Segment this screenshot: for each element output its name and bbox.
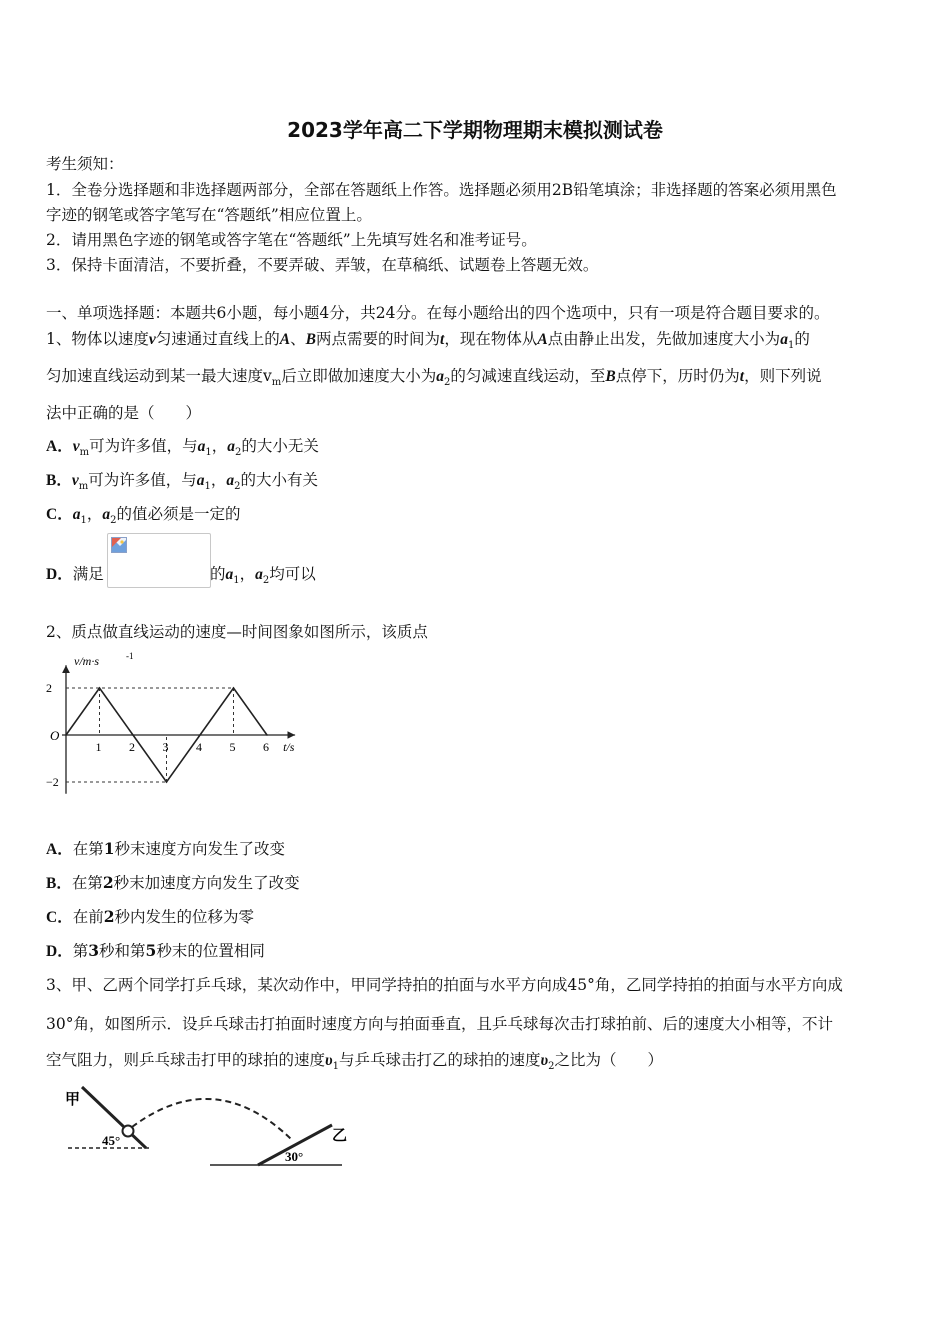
label-jia: 甲 — [65, 1092, 81, 1108]
angle-45: 45° — [102, 1133, 121, 1148]
notice-item-3: 3．保持卡面清洁，不要折叠，不要弄破、弄皱，在草稿纸、试题卷上答题无效。 — [46, 256, 599, 274]
notice-item-2: 2．请用黑色字迹的钢笔或答字笔在“答题纸”上先填写姓名和准考证号。 — [46, 231, 537, 249]
q1-option-c: C．$a_1$，$a_2$的值必须是一定的 — [46, 505, 241, 527]
ball-trajectory — [132, 1099, 292, 1140]
y-axis-label-superscript: -1 — [126, 651, 134, 661]
x-tick-label: 2 — [129, 740, 135, 754]
q1-line-2: 匀加速直线运动到某一最大速度$v_m$后立即做加速度大小为$a_2$的匀减速直线运动，至B点停下，历时仍为t，则下列说 — [46, 367, 822, 389]
q1-line-3: 法中正确的是（ ） — [46, 404, 202, 422]
q2-option-d: D．第3秒和第5秒末的位置相同 — [46, 941, 265, 960]
ping-pong-figure — [60, 1080, 360, 1170]
q1-option-d-post: 的$a_1$，$a_2$均可以 — [210, 565, 316, 587]
notice-item-1-cont: 字迹的钢笔或答字笔写在“答题纸”相应位置上。 — [46, 206, 372, 224]
page-title: 2023学年高二下学期物理期末模拟测试卷 — [287, 118, 663, 142]
velocity-time-graph — [44, 645, 314, 805]
q3-line-2: 30°角，如图所示．设乒乓球击打拍面时速度方向与拍面垂直，且乒乓球每次击打球拍前、后的速度大小相等，不计 — [46, 1015, 833, 1033]
x-tick-label: 3 — [162, 740, 169, 754]
y-tick-label: 2 — [46, 681, 52, 695]
q2-option-b: B．在第2秒末加速度方向发生了改变 — [46, 873, 300, 892]
section-heading: 一、单项选择题：本题共6小题，每小题4分，共24分。在每小题给出的四个选项中，只有一项是符合题目要求的。 — [46, 304, 830, 322]
q1-option-d-pre: D．满足 — [46, 565, 104, 583]
q1-option-b: B．$v_m$可为许多值，与$a_1$，$a_2$的大小有关 — [46, 471, 319, 493]
ball — [123, 1126, 134, 1137]
broken-image-icon — [111, 537, 127, 553]
label-yi: 乙 — [332, 1128, 348, 1144]
angle-30: 30° — [285, 1149, 304, 1164]
x-axis-label: t/s — [283, 740, 295, 754]
x-tick-label: 1 — [95, 740, 102, 754]
q1-option-a: A．$v_m$可为许多值，与$a_1$，$a_2$的大小无关 — [46, 437, 319, 459]
data-point — [199, 734, 201, 736]
data-point — [233, 687, 235, 689]
data-point — [99, 687, 101, 689]
q1-line-1: 1、物体以速度v匀速通过直线上的A、B两点需要的时间为t，现在物体从A点由静止出发，先做加速度大小为$a_1$的 — [46, 330, 810, 352]
notice-item-1: 1．全卷分选择题和非选择题两部分，全部在答题纸上作答。选择题必须用2B铅笔填涂；非选择题的答案必须用黑色 — [46, 181, 837, 199]
q2-option-c: C．在前2秒内发生的位移为零 — [46, 907, 255, 926]
origin-label: O — [50, 728, 60, 743]
q3-line-1: 3、甲、乙两个同学打乒乓球，某次动作中，甲同学持拍的拍面与水平方向成45°角，乙同学持拍的拍面与水平方向成 — [46, 976, 843, 994]
y-axis-label: v/m·s — [74, 654, 99, 668]
q3-line-3: 空气阻力，则乒乓球击打甲的球拍的速度$\upsilon_1$与乒乓球击打乙的球拍的速度$\upsilon_2$之比为（ ） — [46, 1051, 663, 1073]
formula-image-placeholder — [107, 533, 211, 588]
data-point — [65, 734, 67, 736]
data-point — [266, 734, 268, 736]
x-tick-label: 5 — [229, 740, 236, 754]
q2-option-a: A．在第1秒末速度方向发生了改变 — [46, 839, 286, 858]
x-tick-label: 6 — [263, 740, 269, 754]
q2-stem: 2、质点做直线运动的速度—时间图象如图所示，该质点 — [46, 623, 428, 641]
y-tick-label: −2 — [46, 775, 59, 789]
data-point — [132, 734, 134, 736]
notice-heading: 考生须知： — [46, 155, 124, 173]
x-tick-label: 4 — [196, 740, 202, 754]
data-point — [166, 781, 168, 783]
